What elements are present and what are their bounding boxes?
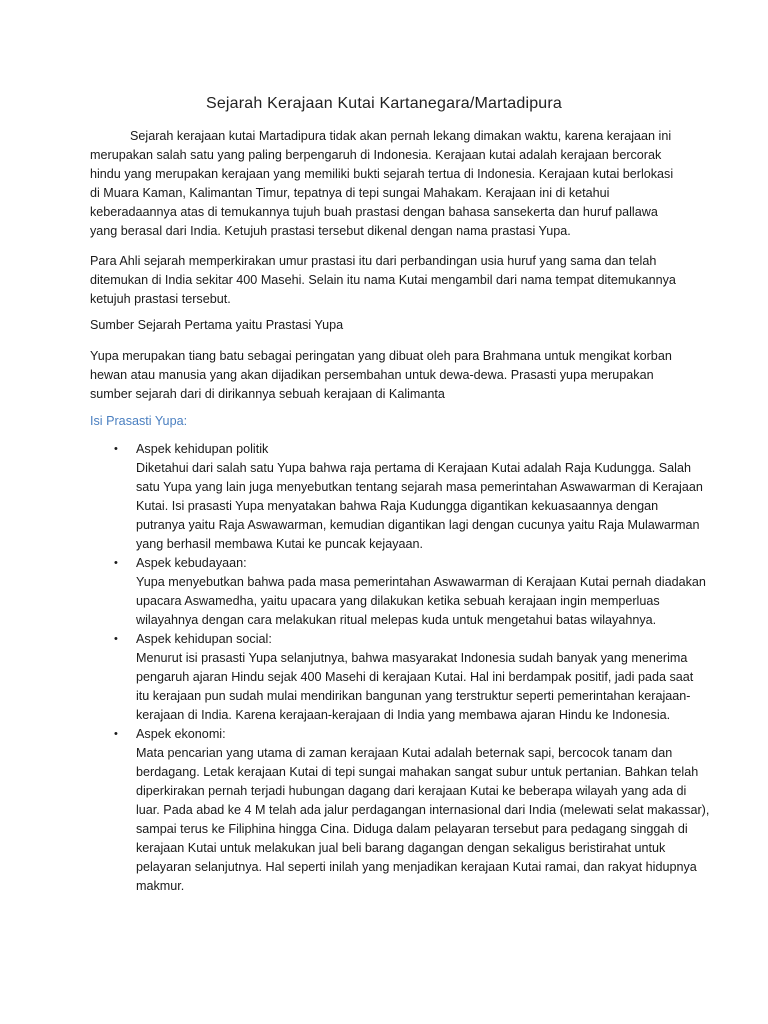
list-item-text: Diketahui dari salah satu Yupa bahwa raja pertama di Kerajaan Kutai adalah Raja Kudungga. Salah satu Yupa yang lain juga menyebutkan tentang sejarah masa pemerintahan Aswawarman di Kerajaan Kutai. Isi prasasti Yupa menyatakan bahwa Raja Kudungga digantikan kekuasaannya dengan putranya yaitu Raja Aswawarman, kemudian digantikan lagi dengan cucunya yaitu Raja Mulawarman yang berhasil membawa Kutai ke puncak kejayaan. bbox=[136, 461, 703, 551]
list-item-social bbox=[90, 630, 710, 725]
list-item-kebudayaan bbox=[90, 554, 710, 630]
list-item-heading: Aspek kehidupan social: bbox=[136, 632, 272, 646]
list-item-text: Menurut isi prasasti Yupa selanjutnya, bahwa masyarakat Indonesia sudah banyak yang menerima pengaruh ajaran Hindu sejak 400 Masehi di kerajaan Kutai. Hal ini berdampak positif, jadi pada saat itu kerajaan pun sudah mulai mendirikan bangunan yang terstruktur seperti pemerintahan kerajaan-kerajaan di India. Karena kerajaan-kerajaan di India yang membawa ajaran Hindu ke Indonesia. bbox=[136, 651, 694, 722]
bullet-icon: • bbox=[114, 633, 118, 645]
paragraph-dating: Para Ahli sejarah memperkirakan umur prastasi itu dari perbandingan usia huruf yang sama dan telah ditemukan di India sekitar 400 Masehi. Selain itu nama Kutai mengambil dari nama tempat ditemukannya ketujuh prastasi tersebut. bbox=[90, 254, 676, 306]
list-item-text: Mata pencarian yang utama di zaman kerajaan Kutai adalah beternak sapi, bercocok tanam dan berdagang. Letak kerajaan Kutai di tepi sungai mahakan sangat subur untuk pertanian. Bahkan telah diperkirakan pernah terjadi hubungan dagang dari kerajaan Kutai ke beberapa wilayah yang ada di luar. Pada abad ke 4 M telah ada jalur perdagangan internasional dari India (melewati selat makassar), sampai terus ke Filiphina hingga Cina. Diduga dalam pelayaran tersebut para pedagang singgah di kerajaan Kutai untuk melakukan jual beli barang dagangan dengan sekaligus beristirahat untuk pelayaran selanjutnya. Hal seperti inilah yang menjadikan kerajaan Kutai ramai, dan rakyat hidupnya makmur. bbox=[136, 746, 710, 893]
aspect-list bbox=[90, 440, 710, 896]
bullet-icon: • bbox=[114, 728, 118, 740]
list-item-text: Yupa menyebutkan bahwa pada masa pemerintahan Aswawarman di Kerajaan Kutai pernah diadakan upacara Aswamedha, yaitu upacara yang dilakukan ketika sebuah kerajaan ingin memperluas wilayahnya dengan cara melakukan ritual melepas kuda untuk mengetahui batas wilayahnya. bbox=[136, 575, 706, 627]
section-heading-sumber: Sumber Sejarah Pertama yaitu Prastasi Yupa bbox=[90, 318, 344, 332]
list-item-heading: Aspek ekonomi: bbox=[136, 727, 226, 741]
paragraph-yupa: Yupa merupakan tiang batu sebagai peringatan yang dibuat oleh para Brahmana untuk mengikat korban hewan atau manusia yang akan dijadikan persembahan untuk dewa-dewa. Prasasti yupa merupakan sumber sejarah dari di dirikannya sebuah kerajaan di Kalimanta bbox=[90, 349, 672, 401]
bullet-icon: • bbox=[114, 557, 118, 569]
document-title: Sejarah Kerajaan Kutai Kartanegara/Martadipura bbox=[205, 95, 563, 112]
bullet-icon: • bbox=[114, 443, 118, 455]
list-item-heading: Aspek kebudayaan: bbox=[136, 556, 247, 570]
paragraph-intro: Sejarah kerajaan kutai Martadipura tidak akan pernah lekang dimakan waktu, karena kerajaan ini merupakan salah satu yang paling berpengaruh di Indonesia. Kerajaan kutai adalah kerajaan bercorak hindu yang merupakan kerajaan yang memiliki bukti sejarah tertua di Indonesia. Kerajaan kutai berlokasi di Muara Kaman, Kalimantan Timur, tepatnya di tepi sungai Mahakam. Kerajaan ini di ketahui keberadaannya atas di temukannya tujuh buah prastasi dengan bahasa sansekerta dan huruf pallawa yang berasal dari India. Ketujuh prastasi tersebut dikenal dengan nama prastasi Yupa. bbox=[90, 129, 674, 238]
list-item-politik bbox=[90, 440, 710, 554]
list-item-ekonomi bbox=[90, 725, 710, 896]
list-item-heading: Aspek kehidupan politik bbox=[136, 442, 269, 456]
section-heading-isi-prasasti: Isi Prasasti Yupa: bbox=[90, 414, 188, 428]
